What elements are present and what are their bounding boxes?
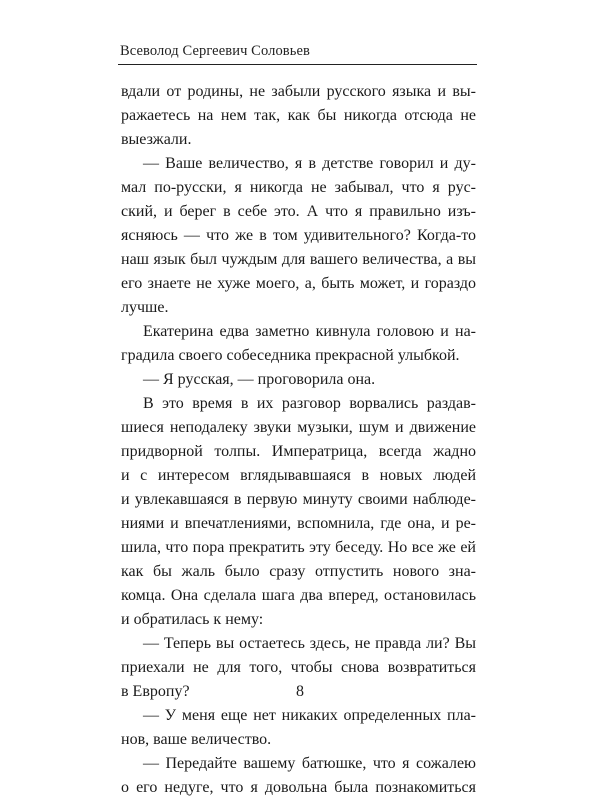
text-line: шиеся неподалеку звуки музыки, шум и движение — [121, 419, 476, 436]
text-line: нов, ваше величество. — [121, 731, 272, 748]
text-line: комца. Она сделала шага два вперед, остановилась — [121, 587, 476, 604]
text-line: градила своего собеседника прекрасной улыбкой. — [121, 347, 460, 364]
text-line: ражаетесь на нем так, как бы никогда отсюда не — [121, 107, 476, 124]
text-line: лучше. — [121, 299, 169, 316]
text-line: ниями и впечатлениями, вспомнила, где она, и ре- — [121, 515, 476, 532]
text-line: наш язык был чуждым для вашего величества, а вы — [121, 251, 476, 268]
text-line: — Передайте вашему батюшке, что я сожалею — [143, 755, 476, 772]
text-line: о его недуге, что я довольна была познакомиться — [121, 779, 476, 796]
text-line: и увлекавшаяся в первую минуту своими наблюде- — [121, 491, 476, 508]
text-line: как бы жаль было сразу отпустить нового зна- — [121, 563, 476, 580]
text-line: выезжали. — [121, 131, 192, 148]
text-line: приехали не для того, чтобы снова возвратиться — [121, 659, 476, 676]
text-line: и с интересом вглядывавшаяся в новых людей — [121, 467, 476, 484]
text-line: ясняюсь — что же в том удивительного? Когда-то — [121, 227, 476, 244]
text-line: вдали от родины, не забыли русского языка и вы- — [121, 83, 476, 100]
text-line: придворной толпы. Императрица, всегда жадно — [121, 443, 476, 460]
text-line: Екатерина едва заметно кивнула головою и на- — [143, 323, 476, 340]
text-line: ский, и берег в себе это. А что я правильно изъ- — [121, 203, 476, 220]
text-line: его знаете не хуже моего, а, быть может, и гораздо — [121, 275, 476, 292]
text-line: В это время в их разговор ворвались раздав- — [143, 395, 476, 412]
text-line: — Теперь вы остаетесь здесь, не правда ли? Вы — [143, 635, 476, 652]
text-line: — Ваше величество, я в детстве говорил и ду- — [143, 155, 476, 172]
running-head: Всеволод Сергеевич Соловьев — [120, 43, 310, 59]
text-line: — Я русская, — проговорила она. — [143, 371, 376, 388]
text-line: мал по-русски, я никогда не забывал, что я рус- — [121, 179, 476, 196]
text-line: шила, что пора прекратить эту беседу. Но все же ей — [121, 539, 476, 556]
text-line: — У меня еще нет никаких определенных пла- — [143, 707, 476, 724]
header-rule — [118, 64, 477, 65]
text-line: в Европу? — [121, 683, 190, 700]
text-line: и обратилась к нему: — [121, 611, 264, 628]
page-number: 8 — [296, 683, 304, 700]
